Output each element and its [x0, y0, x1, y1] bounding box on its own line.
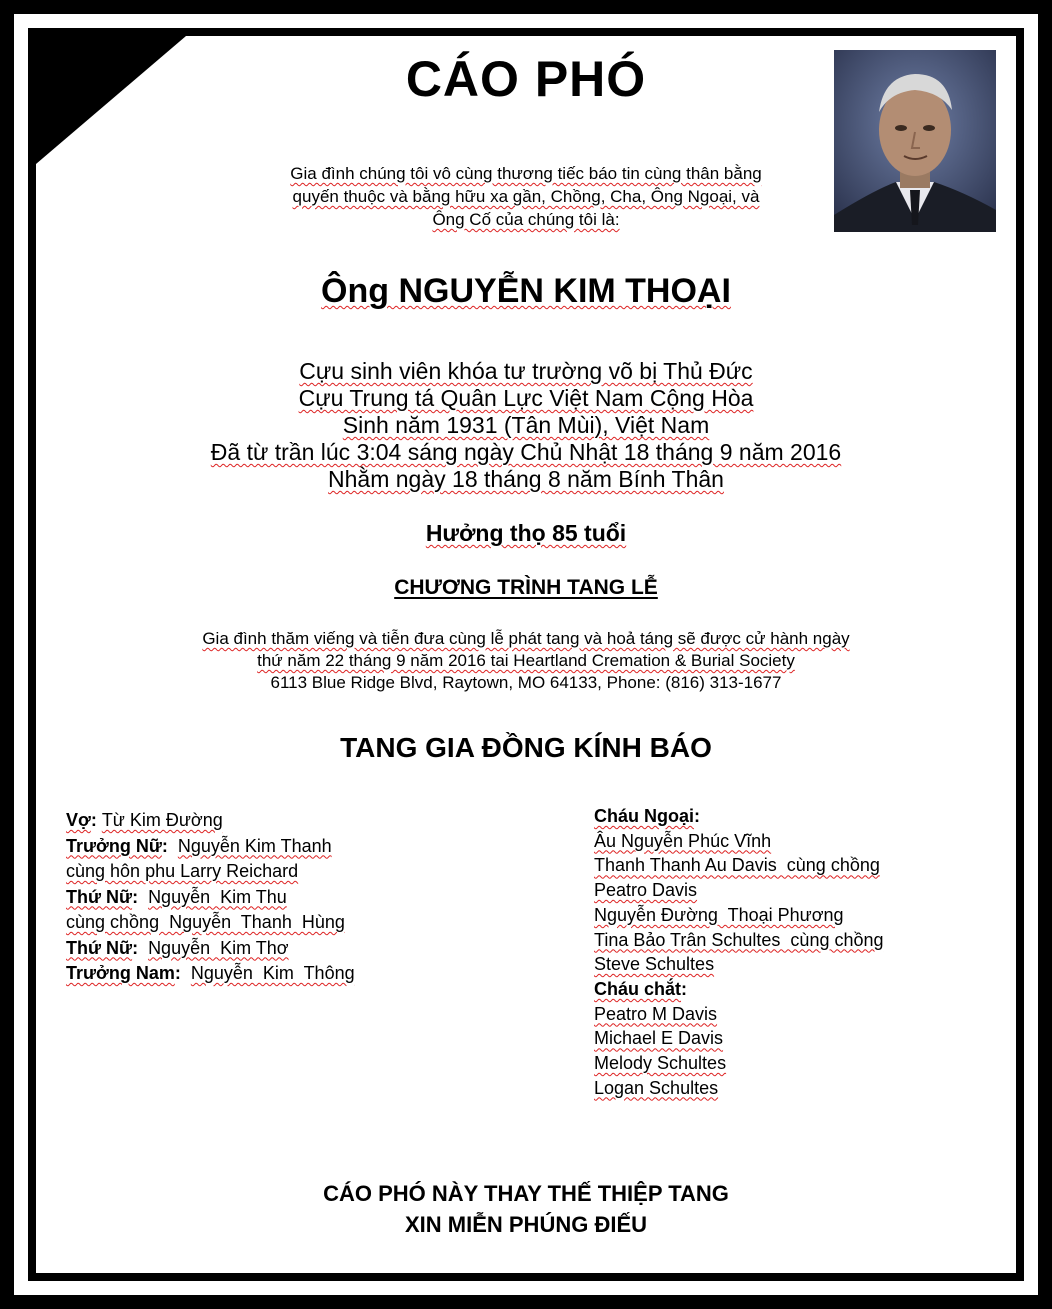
family-row [594, 1051, 1014, 1076]
relation-label: Vợ [66, 810, 91, 830]
intro-line: Ông Cố của chúng tôi là: [432, 210, 620, 229]
announcement-heading: TANG GIA ĐỒNG KÍNH BÁO [340, 732, 712, 763]
family-member-name: Nguyễn Kim Thu [148, 886, 287, 907]
family-member-name: Nguyễn Kim Thông [190, 963, 355, 983]
family-member-name: Từ Kim Đường [101, 810, 223, 830]
relation-label: Trưởng Nam [66, 963, 175, 983]
obituary-page [36, 36, 1016, 1273]
deceased-bio [116, 358, 936, 493]
family-row [594, 804, 1014, 829]
family-member-name: Nguyễn Đường Thoại Phương [594, 904, 844, 925]
family-member-name: Peatro Davis [594, 880, 698, 901]
family-member-name: cùng chồng Nguyễn Thanh Hùng [66, 912, 345, 932]
relation-separator: : [90, 810, 102, 830]
relation-separator: : [694, 806, 701, 826]
family-row [66, 885, 526, 911]
page-title: CÁO PHÓ [405, 51, 647, 107]
deceased-name: Ông NGUYỄN KIM THOẠI [321, 272, 731, 310]
funeral-details [96, 628, 956, 694]
details-line: thứ năm 22 tháng 9 năm 2016 tai Heartland Cremation & Burial Society [257, 651, 795, 670]
family-member-name: Nguyễn Kim Thơ [148, 937, 289, 958]
family-row [594, 878, 1014, 903]
relation-label: Cháu chắt [594, 978, 682, 999]
bio-line: Sinh năm 1931 (Tân Mùi), Việt Nam [342, 412, 710, 438]
relation-label: Cháu Ngoại [594, 806, 695, 826]
relation-separator: : [174, 963, 191, 983]
bio-line: Cựu sinh viên khóa tư trường võ bị Thủ Đức [299, 358, 753, 384]
intro-paragraph [216, 162, 836, 231]
family-row [594, 903, 1014, 928]
family-row [594, 829, 1014, 854]
family-member-name: Michael E Davis [594, 1028, 724, 1049]
family-row [594, 1002, 1014, 1027]
intro-line: quyến thuộc và bằng hữu xa gần, Chồng, Cha, Ông Ngoại, và [292, 187, 760, 206]
family-member-name: Âu Nguyễn Phúc Vĩnh [594, 830, 772, 851]
relation-separator: : [161, 835, 178, 856]
family-row [594, 928, 1014, 953]
relation-label: Trưởng Nữ [66, 835, 162, 856]
family-list-right [594, 804, 1014, 1100]
family-row [66, 961, 526, 987]
bio-line: Cựu Trung tá Quân Lực Việt Nam Cộng Hòa [298, 385, 754, 411]
family-member-name: Tina Bảo Trân Schultes cùng chồng [594, 929, 884, 950]
family-row [594, 977, 1014, 1002]
relation-separator: : [132, 886, 149, 907]
family-row [66, 910, 526, 936]
program-heading [36, 576, 1016, 600]
family-member-name: Nguyễn Kim Thanh [177, 835, 332, 856]
relation-label: Thứ Nữ [66, 886, 133, 907]
family-row [594, 1026, 1014, 1051]
relation-separator: : [132, 937, 149, 958]
family-member-name: Melody Schultes [594, 1053, 727, 1074]
family-member-name: Steve Schultes [594, 954, 715, 975]
closing-notice [36, 1178, 1016, 1240]
details-line: Gia đình thăm viếng và tiễn đưa cùng lễ phát tang và hoả táng sẽ được cử hành ngày [202, 629, 850, 648]
family-list-left [66, 808, 526, 987]
relation-label: Thứ Nữ [66, 937, 133, 958]
relation-separator: : [681, 978, 688, 999]
closing-line: CÁO PHÓ NÀY THAY THẾ THIỆP TANG [323, 1181, 729, 1206]
closing-line: XIN MIỄN PHÚNG ĐIẾU [404, 1212, 648, 1237]
family-row [66, 859, 526, 885]
family-member-name: cùng hôn phu Larry Reichard [66, 861, 299, 881]
family-row [66, 834, 526, 860]
family-row [594, 952, 1014, 977]
bio-line: Đã từ trần lúc 3:04 sáng ngày Chủ Nhật 18 tháng 9 năm 2016 [210, 439, 842, 465]
program-heading-text: CHƯƠNG TRÌNH TANG LỄ [394, 576, 658, 599]
portrait-photo [834, 50, 996, 232]
family-row [66, 936, 526, 962]
family-row [594, 853, 1014, 878]
bio-line: Nhằm ngày 18 tháng 8 năm Bính Thân [328, 466, 724, 492]
intro-line: Gia đình chúng tôi vô cùng thương tiếc báo tin cùng thân bằng [290, 164, 762, 183]
family-member-name: Peatro M Davis [594, 1003, 718, 1024]
age-line: Hưởng thọ 85 tuổi [425, 520, 627, 546]
details-address: 6113 Blue Ridge Blvd, Raytown, MO 64133, Phone: (816) 313-1677 [270, 673, 782, 692]
family-row [594, 1076, 1014, 1101]
family-member-name: Thanh Thanh Au Davis cùng chồng [594, 855, 880, 876]
family-member-name: Logan Schultes [594, 1077, 719, 1098]
family-row [66, 808, 526, 834]
